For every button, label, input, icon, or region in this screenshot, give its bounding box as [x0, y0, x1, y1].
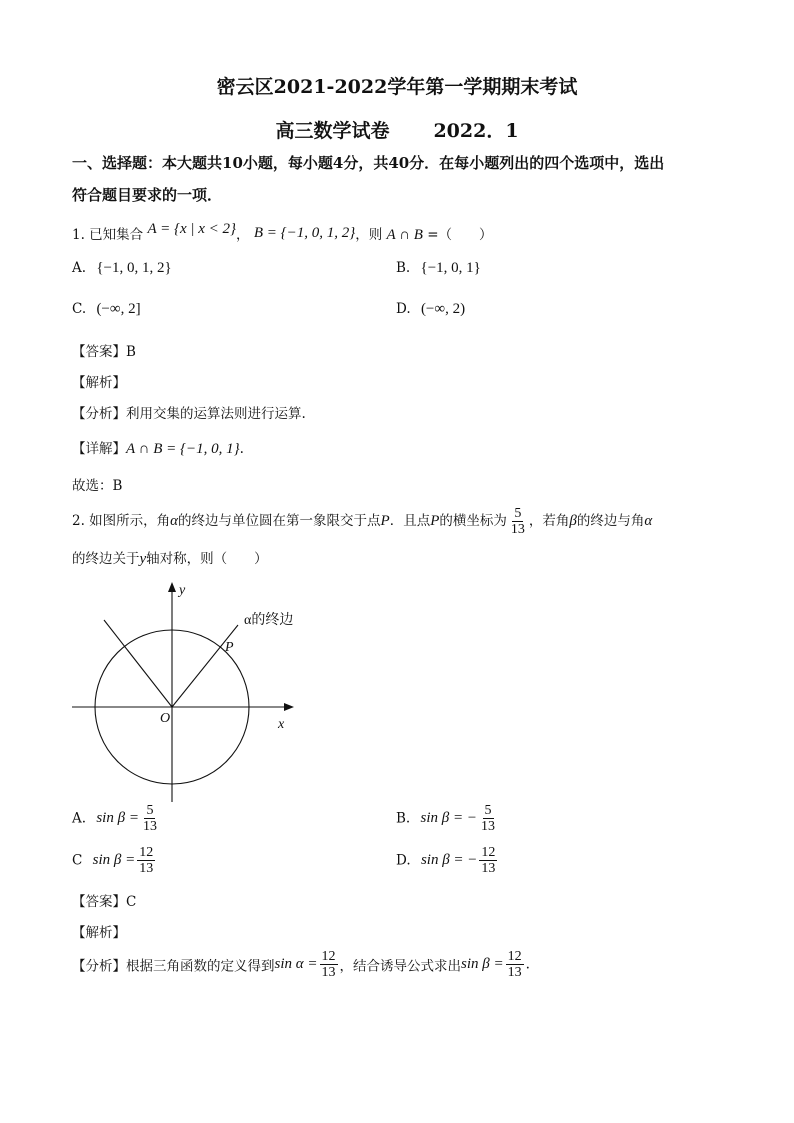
q1-expr: A ∩ B [386, 227, 423, 243]
alpha-side-label: α的终边 [244, 613, 294, 628]
q2-line1-b: 的终边与单位圆在第一象限交于点 [178, 513, 381, 529]
q1-option-c-label: C. [72, 301, 87, 317]
q2-option-d-num: 12 [481, 845, 496, 860]
q1-fenxi-tag: 【分析】 [72, 406, 126, 422]
q2-option-b-lhs: sin β = − [420, 810, 477, 826]
q2-option-d [396, 845, 499, 876]
q1-xiangjie-tag: 【详解】 [72, 441, 126, 457]
q2-option-d-frac [479, 845, 497, 876]
q2-line2-b: 轴对称，则（ ） [146, 551, 268, 567]
q2-point-p: P [380, 513, 390, 529]
q2-option-c [72, 845, 157, 876]
x-axis-arrow-icon [284, 703, 294, 711]
q2-line1-a: 2. 如图所示，角 [72, 513, 171, 529]
q2-option-d-label: D. [396, 852, 411, 869]
q2-option-a-den: 13 [142, 819, 157, 834]
q2-beta: β [569, 513, 577, 529]
q2-option-a-label: A. [72, 810, 87, 827]
q1-set-a: A = {x | x < 2} [147, 221, 237, 237]
section-heading-line2: 符合题目要求的一项． [72, 186, 223, 204]
y-axis-label: y [179, 583, 186, 598]
q2-option-a-frac [141, 803, 159, 834]
q2-analysis-tag: 【解析】 [72, 925, 126, 941]
q2-point-p-2: P [430, 513, 440, 529]
q2-fenxi [72, 949, 530, 980]
q2-option-c-frac [137, 845, 155, 876]
q2-answer [72, 890, 136, 910]
y-axis-arrow-icon [168, 582, 176, 592]
q2-fenxi-b: ，结合诱导公式求出 [339, 958, 462, 975]
q2-fenxi-den2: 13 [507, 965, 522, 980]
q2-option-b-num: 5 [484, 803, 492, 818]
subtitle-left: 高三数学试卷 [275, 120, 390, 142]
q2-fraction-den: 13 [510, 522, 525, 537]
q2-option-c-num: 12 [139, 845, 154, 860]
q1-end: =（ ） [427, 227, 493, 243]
q2-line2-a: 的终边关于 [72, 551, 140, 567]
q1-prefix: 1. 已知集合 [72, 227, 144, 243]
q2-option-c-den: 13 [139, 861, 154, 876]
q1-answer-value: B [126, 344, 136, 360]
q1-option-b-text: {−1, 0, 1} [420, 260, 481, 276]
point-p-label: P [225, 640, 234, 655]
q2-alpha-2: α [644, 513, 653, 529]
q2-fenxi-sin-beta: sin β = [461, 956, 504, 972]
q2-option-b-frac [479, 803, 497, 834]
q2-alpha: α [170, 513, 179, 529]
q1-option-a-text: {−1, 0, 1, 2} [96, 260, 172, 276]
q2-option-c-label: C [72, 852, 83, 869]
q1-analysis-tag: 【解析】 [72, 375, 126, 391]
q2-option-c-lhs: sin β = [92, 852, 136, 868]
q1-comma: ， [236, 227, 250, 243]
q2-option-a-lhs: sin β = [96, 810, 139, 826]
section-heading-line1: 一、选择题：本大题共10小题，每小题4分，共40分．在每小题列出的四个选项中，选出 [72, 154, 665, 172]
q2-fenxi-num1: 12 [321, 949, 336, 964]
q1-guxuan: 故选：B [72, 478, 123, 494]
q2-option-d-lhs: sin β = − [420, 852, 478, 868]
q1-fenxi-text: 利用交集的运算法则进行运算. [126, 406, 306, 422]
page-title: 密云区2021-2022学年第一学期期末考试 [216, 76, 578, 98]
subtitle-right: 2022．1 [433, 120, 519, 142]
q2-answer-value: C [126, 894, 137, 910]
q2-fenxi-frac2 [506, 949, 524, 980]
q1-xiangjie-math: A ∩ B = {−1, 0, 1} [126, 441, 240, 457]
q2-line1-f: 的终边与角 [576, 513, 645, 529]
q2-option-b [396, 803, 499, 834]
q1-option-d-label: D. [396, 301, 411, 317]
q2-fenxi-frac1 [320, 949, 338, 980]
q2-option-b-label: B. [396, 810, 411, 827]
q2-option-a-num: 5 [146, 803, 154, 818]
q1-option-b-label: B. [396, 260, 411, 276]
q1-mid: ，则 [355, 227, 383, 243]
q2-option-b-den: 13 [481, 819, 495, 834]
q1-option-a-label: A. [72, 260, 87, 276]
q2-fenxi-a: 根据三角函数的定义得到 [126, 958, 275, 975]
q2-line1-e: ，若角 [528, 513, 570, 529]
q2-fraction-num: 5 [514, 506, 522, 521]
q1-xiangjie-end: . [239, 441, 244, 457]
q1-option-c-text: (−∞, 2] [96, 301, 141, 317]
q1-answer-tag: 【答案】 [72, 344, 126, 360]
q2-fenxi-num2: 12 [507, 949, 522, 964]
q2-fenxi-tag: 【分析】 [72, 958, 126, 975]
q2-line1-d: 的横坐标为 [439, 513, 507, 529]
q2-fenxi-sin-alpha: sin α = [274, 956, 318, 972]
q2-line1-c: ．且点 [389, 513, 431, 529]
q2-option-d-den: 13 [481, 861, 496, 876]
x-axis-label: x [278, 717, 285, 732]
q2-answer-tag: 【答案】 [72, 894, 126, 910]
q1-set-b: B = {−1, 0, 1, 2} [253, 225, 356, 241]
q1-option-d-text: (−∞, 2) [420, 301, 466, 317]
q2-fenxi-end: . [525, 956, 530, 973]
q2-fenxi-den1: 13 [321, 965, 336, 980]
beta-terminal-side [104, 620, 172, 707]
q2-option-a [72, 803, 161, 834]
q2-y-axis-name: y [139, 551, 147, 567]
origin-label: O [160, 711, 171, 726]
